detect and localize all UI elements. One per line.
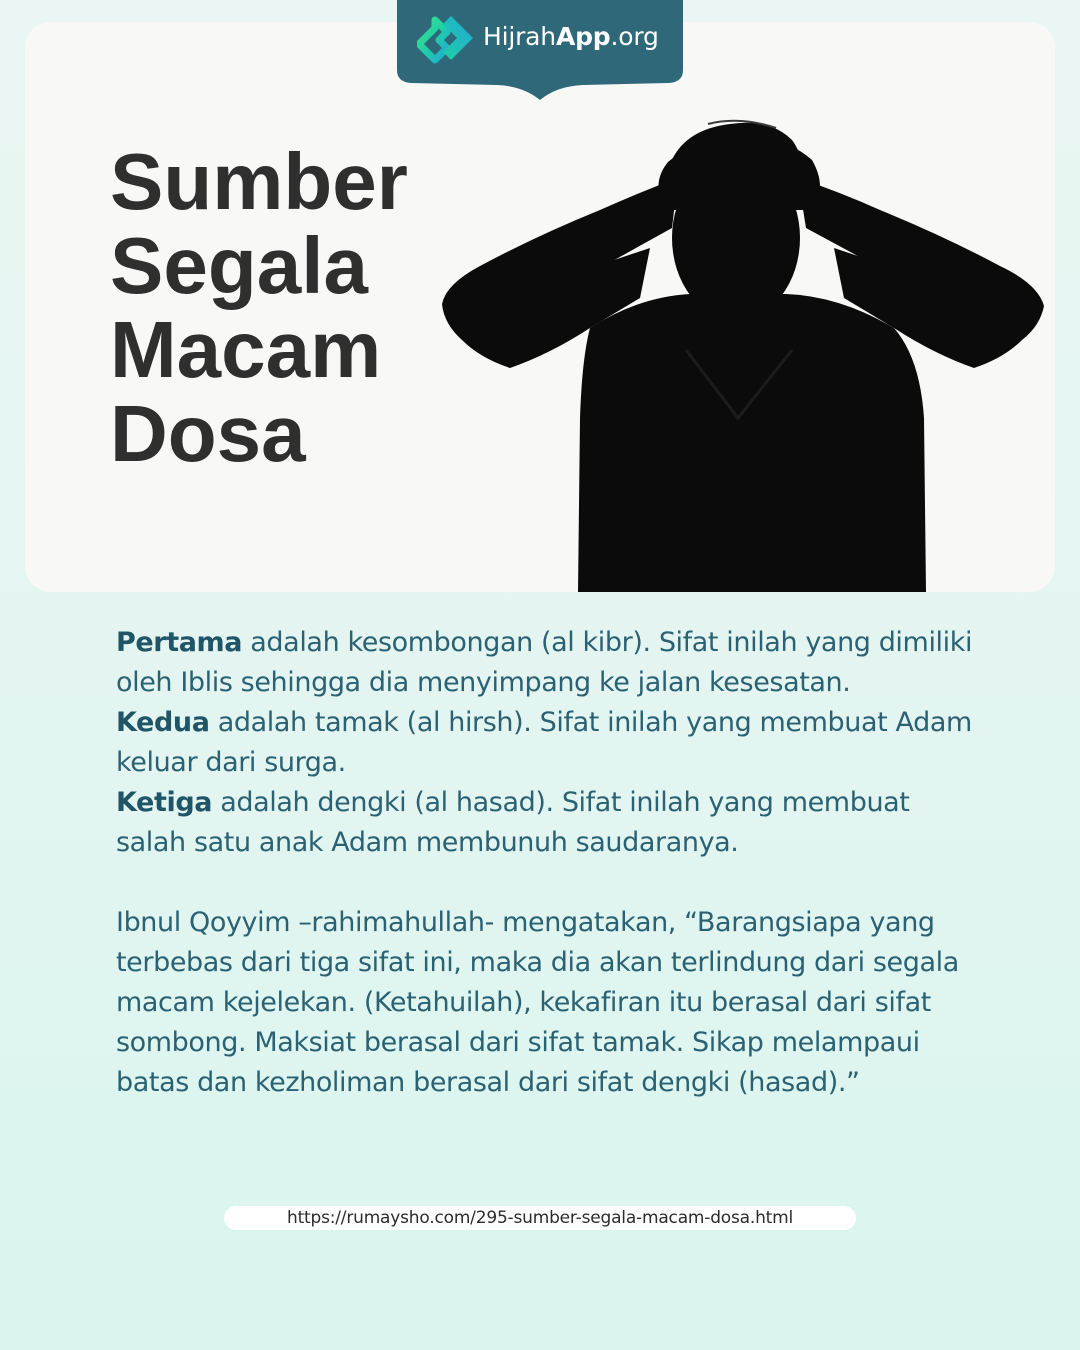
content-text	[116, 623, 976, 1103]
brand-name	[483, 22, 659, 51]
brand-name-regular: Hijrah	[483, 22, 556, 51]
point-3-label: Ketiga	[116, 787, 213, 818]
brand-badge[interactable]	[397, 0, 683, 100]
point-2-label: Kedua	[116, 707, 210, 738]
title-line-4: Dosa	[110, 389, 306, 478]
title-line-3: Macam	[110, 305, 382, 394]
title-line-2: Segala	[110, 221, 368, 310]
brand-name-bold: App	[555, 22, 611, 51]
page-title	[110, 137, 440, 478]
quote-paragraph: Ibnul Qoyyim –rahimahullah- mengatakan, “Barangsiapa yang terbebas dari tiga sifat ini, maka dia akan terlindung dari segala macam kejelekan. (Ketahuilah), kekafiran itu berasal dari sifat sombong. Maksiat berasal dari sifat tamak. Sikap melampaui batas dan kezholiman berasal dari sifat dengki (hasad).”	[116, 907, 959, 1098]
hijrah-logo-icon	[417, 10, 475, 68]
person-silhouette-image	[440, 118, 1046, 592]
source-link[interactable]: https://rumaysho.com/295-sumber-segala-macam-dosa.html	[224, 1206, 856, 1230]
point-1	[116, 623, 976, 703]
paragraph-spacer	[116, 863, 976, 903]
point-1-label: Pertama	[116, 627, 243, 658]
point-3	[116, 783, 976, 863]
point-1-text: adalah kesombongan (al kibr). Sifat inilah yang dimiliki oleh Iblis sehingga dia menyimpang ke jalan kesesatan.	[116, 627, 973, 698]
point-2	[116, 703, 976, 783]
title-line-1: Sumber	[110, 137, 408, 226]
point-2-text: adalah tamak (al hirsh). Sifat inilah yang membuat Adam keluar dari surga.	[116, 707, 972, 778]
brand-name-suffix: .org	[610, 22, 659, 51]
point-3-text: adalah dengki (al hasad). Sifat inilah yang membuat salah satu anak Adam membunuh saudaranya.	[116, 787, 910, 858]
